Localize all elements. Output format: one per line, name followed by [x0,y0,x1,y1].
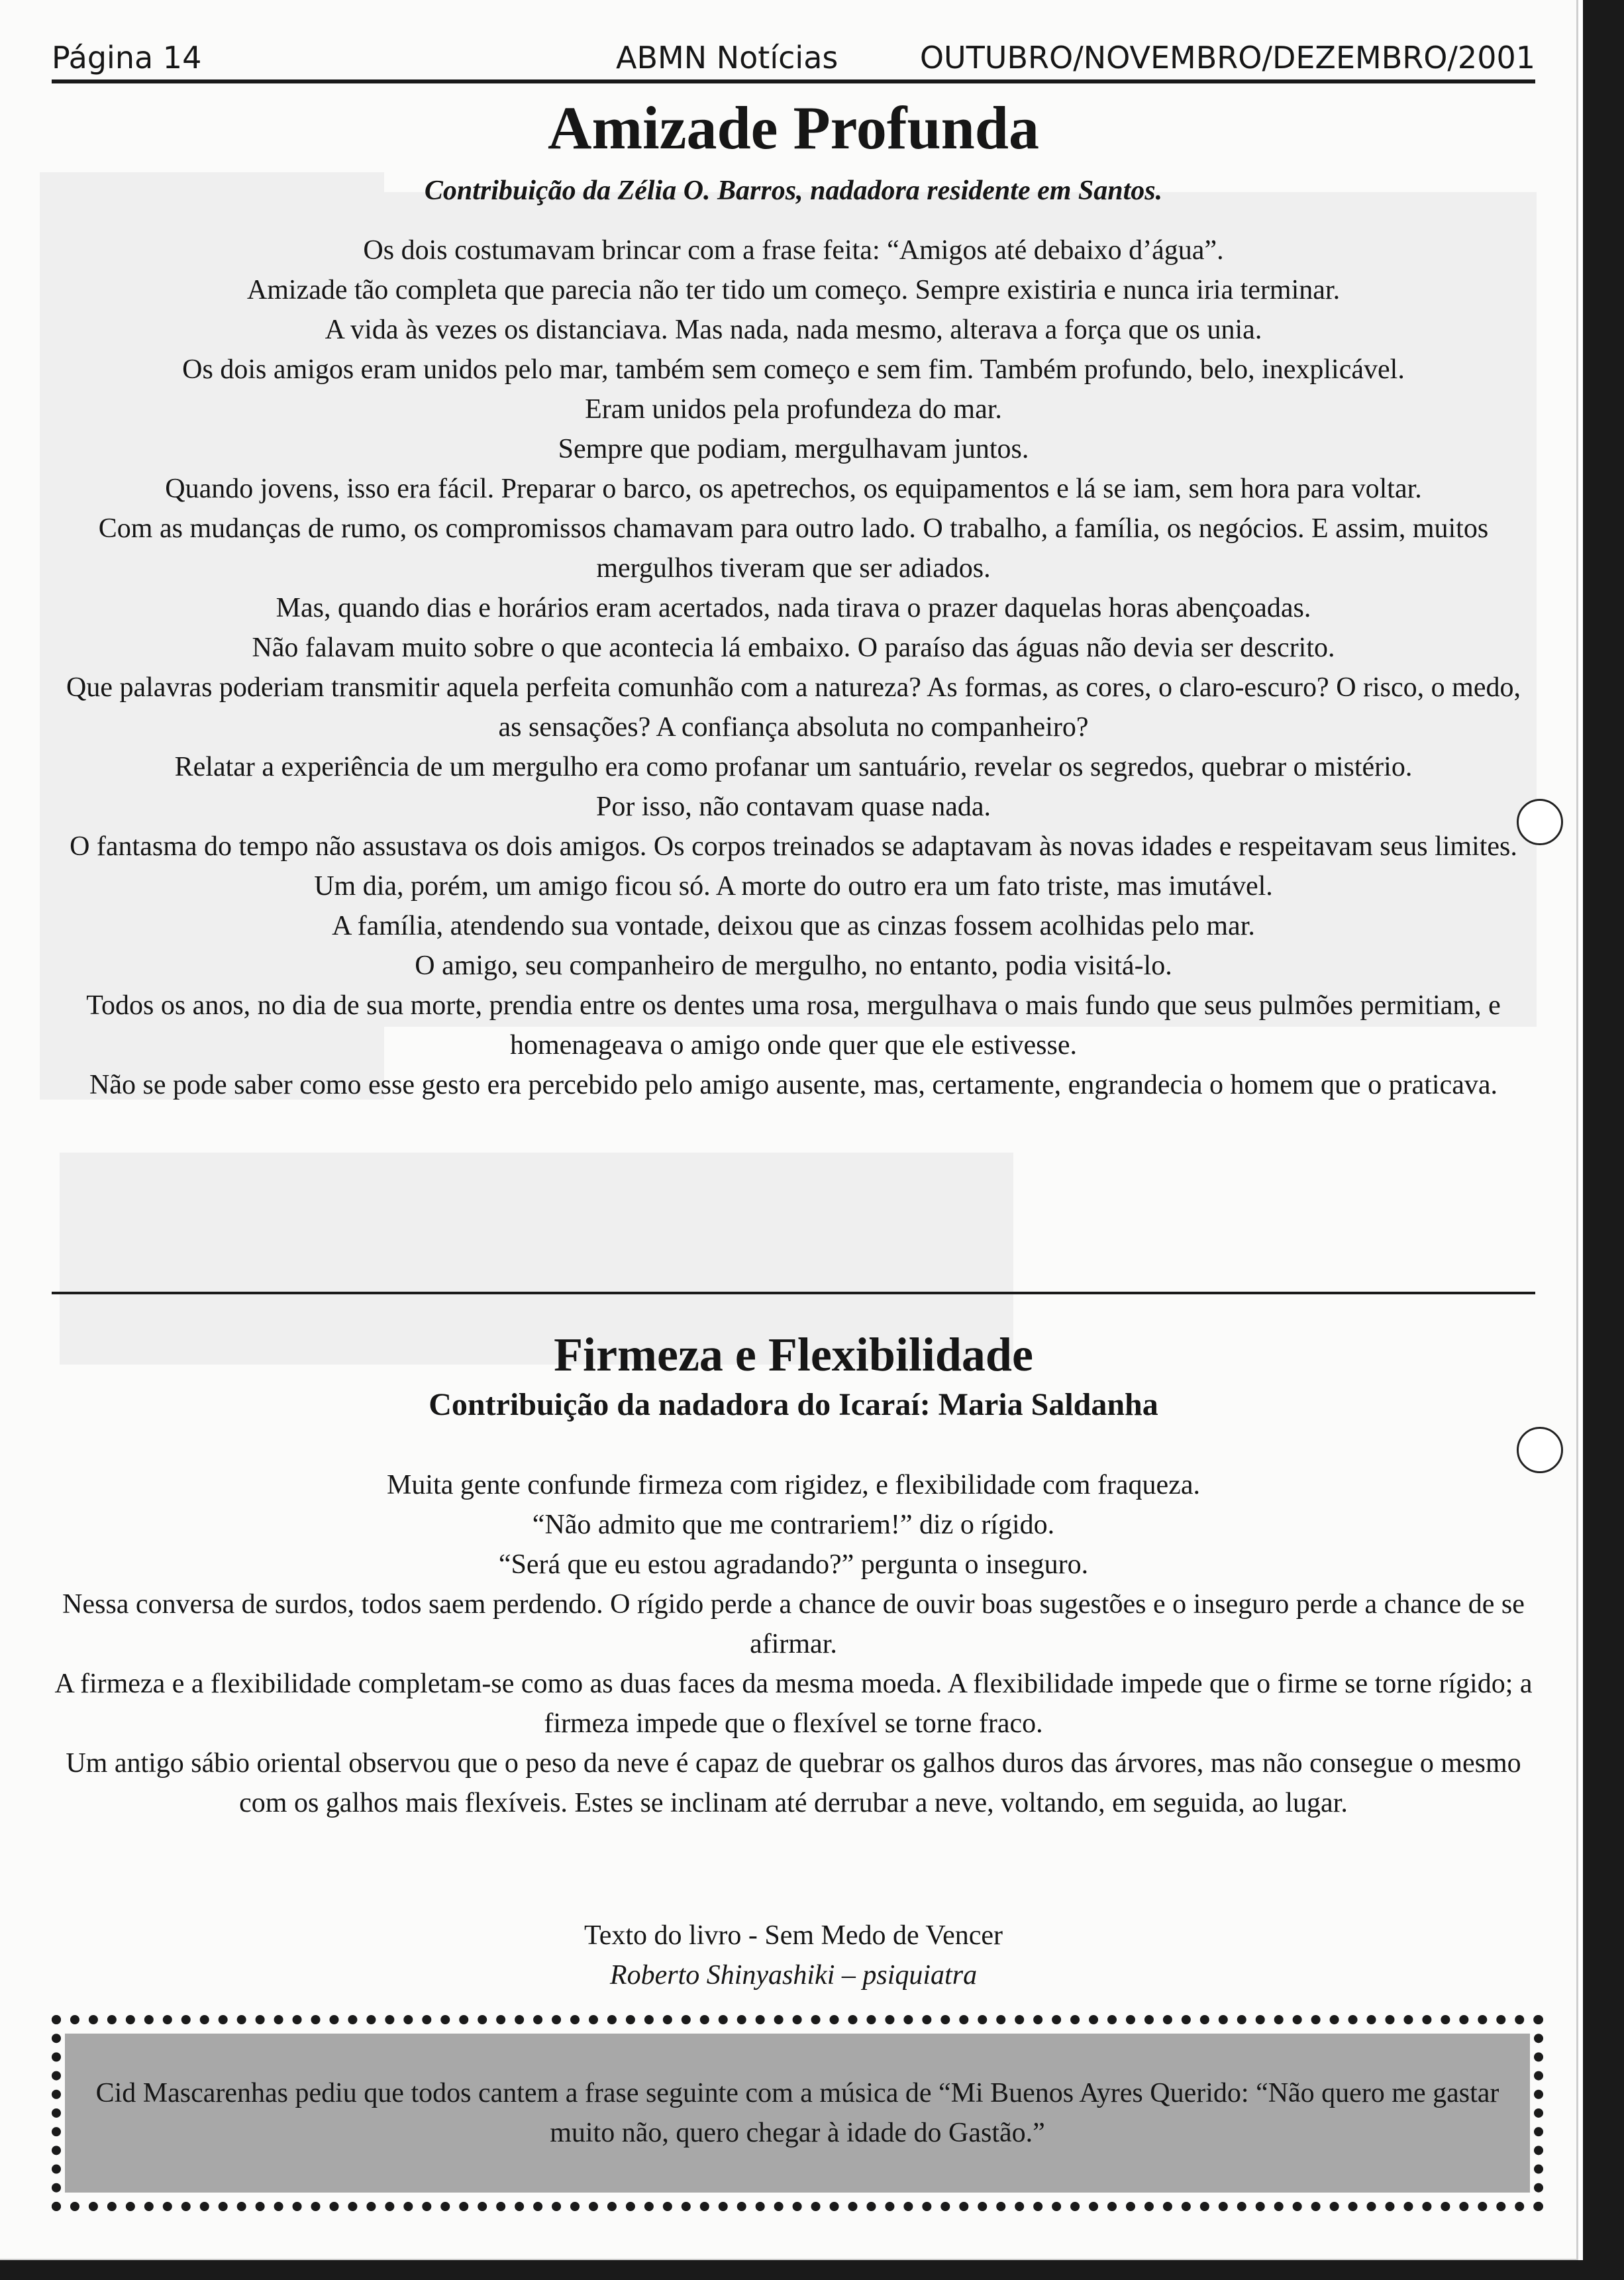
paragraph: Um dia, porém, um amigo ficou só. A morte do outro era um fato triste, mas imutável. [314,871,1273,902]
paragraph: Que palavras poderiam transmitir aquela perfeita comunhão com a natureza? As formas, as cores, o claro-escuro? O risco, o medo, as sensações? A confiança absoluta no companheiro? [66,672,1521,743]
paragraph: Um antigo sábio oriental observou que o peso da neve é capaz de quebrar os galhos duros das árvores, mas não consegue o mesmo com os galhos mais flexíveis. Estes se inclinam até derrubar a neve, voltando, em seguida, ao lugar. [66,1748,1521,1818]
paragraph: A firmeza e a flexibilidade completam-se como as duas faces da mesma moeda. A flexibilidade impede que o firme se torne rígido; a firmeza impede que o flexível se torne fraco. [54,1669,1533,1739]
notice-text: Cid Mascarenhas pediu que todos cantem a frase seguinte com a música de “Mi Buenos Ayres Querido: “Não quero me gastar muito não, quero chegar à idade do Gastão.” [95,2078,1499,2148]
paragraph: Relatar a experiência de um mergulho era como profanar um santuário, revelar os segredos, quebrar o mistério. [174,752,1413,782]
issue-date: OUTUBRO/NOVEMBRO/DEZEMBRO/2001 [919,40,1535,76]
paragraph: Por isso, não contavam quase nada. [595,792,991,822]
paragraph: Não se pode saber como esse gesto era percebido pelo amigo ausente, mas, certamente, engrandecia o homem que o praticava. [89,1070,1497,1100]
paragraph: “Não admito que me contrariem!” diz o rígido. [532,1510,1055,1540]
scan-edge-bottom [0,2260,1624,2280]
article-firmeza-flexibilidade [52,1325,1535,1823]
paragraph: A vida às vezes os distanciava. Mas nada, nada mesmo, alterava a força que os unia. [325,315,1262,345]
paragraph: O amigo, seu companheiro de mergulho, no entanto, podia visitá-lo. [415,951,1172,981]
publication-name: ABMN Notícias [616,40,838,76]
paragraph: Sempre que podiam, mergulhavam juntos. [558,434,1029,464]
paragraph: “Será que eu estou agradando?” pergunta o inseguro. [498,1549,1089,1580]
punch-hole [1517,1427,1563,1473]
paragraph: Mas, quando dias e horários eram acertados, nada tirava o prazer daquelas horas abençoadas. [276,593,1311,623]
article-title: Firmeza e Flexibilidade [554,1328,1033,1381]
page-number: Página 14 [52,40,202,76]
article-byline: Contribuição da nadadora do Icaraí: Maria Saldanha [429,1387,1158,1422]
page-header [52,33,1535,83]
paragraph: Os dois costumavam brincar com a frase feita: “Amigos até debaixo d’água”. [363,235,1224,266]
credit-source: Texto do livro - Sem Medo de Vencer [584,1920,1003,1951]
paragraph: Nessa conversa de surdos, todos saem perdendo. O rígido perde a chance de ouvir boas sugestões e o inseguro perde a chance de se afirmar. [62,1589,1525,1659]
article-amizade-profunda [52,91,1535,1105]
paragraph: A família, atendendo sua vontade, deixou que as cinzas fossem acolhidas pelo mar. [332,911,1255,941]
notice-box [65,2034,1530,2193]
paragraph: Amizade tão completa que parecia não ter tido um começo. Sempre existiria e nunca iria terminar. [246,275,1341,305]
section-divider [52,1292,1535,1294]
paragraph: Muita gente confunde firmeza com rigidez, e flexibilidade com fraqueza. [387,1470,1200,1500]
paragraph: Com as mudanças de rumo, os compromissos chamavam para outro lado. O trabalho, a família, os negócios. E assim, muitos mergulhos tiveram que ser adiados. [98,513,1489,584]
paragraph: Não falavam muito sobre o que acontecia lá embaixo. O paraíso das águas não devia ser descrito. [252,633,1335,663]
scan-edge-right [1583,0,1624,2280]
paragraph: O fantasma do tempo não assustava os dois amigos. Os corpos treinados se adaptavam às novas idades e respeitavam seus limites. [70,831,1517,862]
credit-author: Roberto Shinyashiki – psiquiatra [609,1960,978,1991]
article-byline: Contribuição da Zélia O. Barros, nadadora residente em Santos. [424,176,1163,206]
paragraph: Eram unidos pela profundeza do mar. [585,394,1002,425]
book-credit [52,1916,1535,1995]
paragraph: Quando jovens, isso era fácil. Preparar o barco, os apetrechos, os equipamentos e lá se iam, sem hora para voltar. [165,474,1422,504]
paragraph: Os dois amigos eram unidos pelo mar, também sem começo e sem fim. Também profundo, belo, inexplicável. [182,354,1405,385]
article-title: Amizade Profunda [548,94,1039,162]
punch-hole [1517,799,1563,845]
paragraph: Todos os anos, no dia de sua morte, prendia entre os dentes uma rosa, mergulhava o mais fundo que seus pulmões permitiam, e homenageava o amigo onde quer que ele estivesse. [86,990,1501,1061]
